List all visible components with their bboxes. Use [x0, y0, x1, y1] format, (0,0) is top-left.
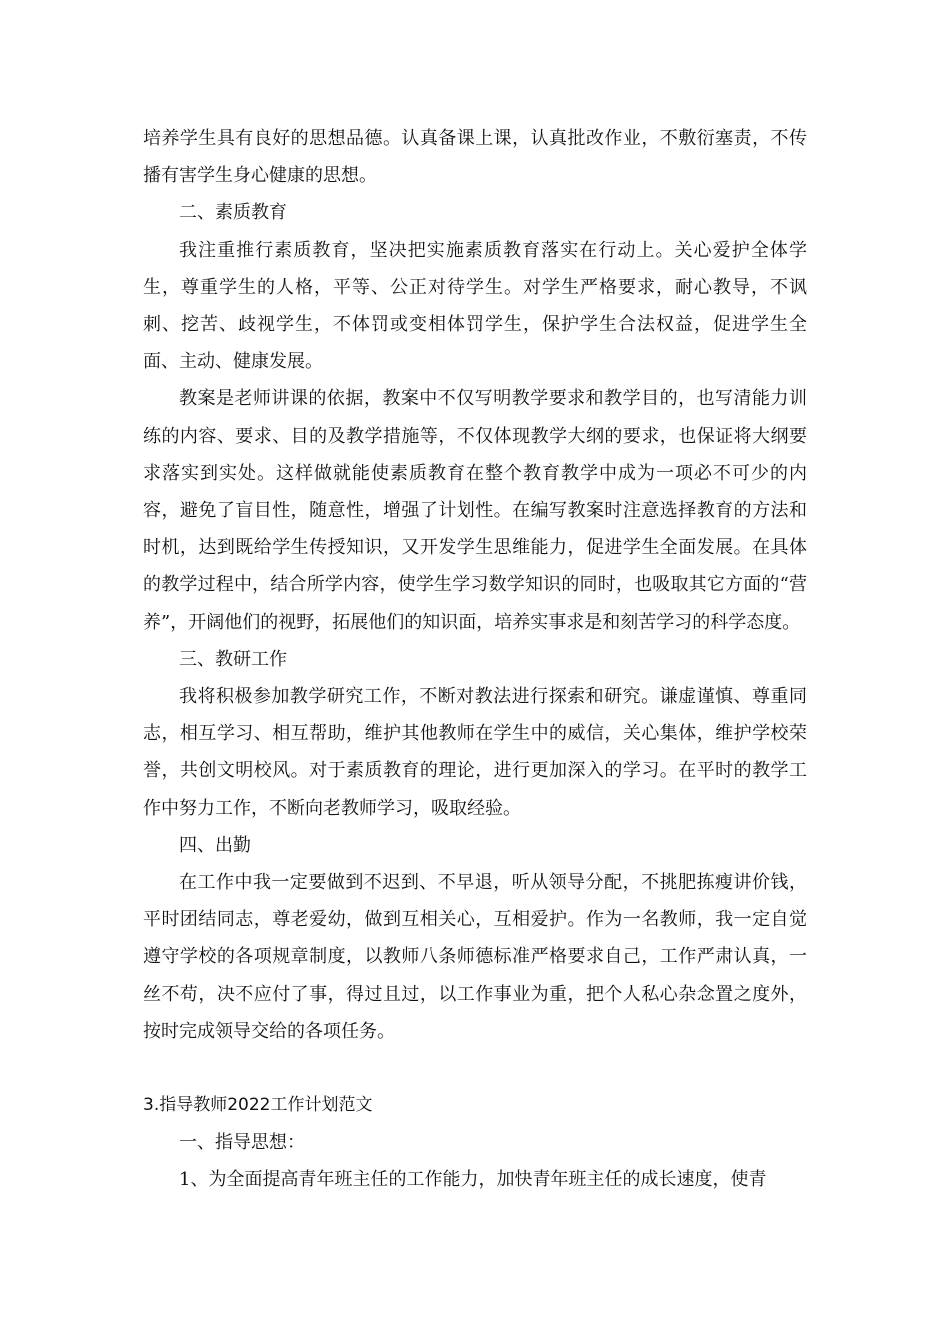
paragraph-continued: 培养学生具有良好的思想品德。认真备课上课，认真批改作业，不敷衍塞责，不传播有害学生身心健康的思想。 [143, 128, 807, 187]
document-body [143, 120, 807, 1199]
paragraph: 在工作中我一定要做到不迟到、不早退，听从领导分配，不挑肥拣瘦讲价钱，平时团结同志，尊老爱幼，做到互相关心，互相爱护。作为一名教师，我一定自觉遵守学校的各项规章制度，以教师八条师德标准严格要求自己，工作严肃认真，一丝不苟，决不应付了事，得过且过，以工作事业为重，把个人私心杂念置之度外，按时完成领导交给的各项任务。 [143, 872, 807, 1042]
paragraph: 我注重推行素质教育，坚决把实施素质教育落实在行动上。关心爱护全体学生，尊重学生的人格，平等、公正对待学生。对学生严格要求，耐心教导，不讽刺、挖苦、歧视学生，不体罚或变相体罚学生，保护学生合法权益，促进学生全面、主动、健康发展。 [143, 239, 807, 373]
paragraph: 1、为全面提高青年班主任的工作能力，加快青年班主任的成长速度，使青 [179, 1169, 767, 1191]
heading-guiding-ideology: 一、指导思想： [179, 1132, 305, 1154]
paragraph: 我将积极参加教学研究工作，不断对教法进行探索和研究。谦虚谨慎、尊重同志，相互学习、相互帮助，维护其他教师在学生中的威信，关心集体，维护学校荣誉，共创文明校风。对于素质教育的理论，进行更加深入的学习。在平时的教学工作中努力工作，不断向老教师学习，吸取经验。 [143, 686, 807, 819]
paragraph: 教案是老师讲课的依据，教案中不仅写明教学要求和教学目的，也写清能力训练的内容、要求、目的及教学措施等，不仅体现教学大纲的要求，也保证将大纲要求落实到实处。这样做就能使素质教育在整个教育教学中成为一项必不可少的内容，避免了盲目性，随意性，增强了计划性。在编写教案时注意选择教育的方法和时机，达到既给学生传授知识，又开发学生思维能力，促进学生全面发展。在具体的教学过程中，结合所学内容，使学生学习数学知识的同时，也吸取其它方面的“营养”，开阔他们的视野，拓展他们的知识面，培养实事求是和刻苦学习的科学态度。 [143, 388, 807, 633]
heading-quality-education: 二、素质教育 [179, 202, 287, 224]
heading-attendance: 四、出勤 [179, 834, 251, 856]
section-title: 3.指导教师2022工作计划范文 [143, 1095, 373, 1116]
heading-teaching-research: 三、教研工作 [179, 648, 287, 670]
